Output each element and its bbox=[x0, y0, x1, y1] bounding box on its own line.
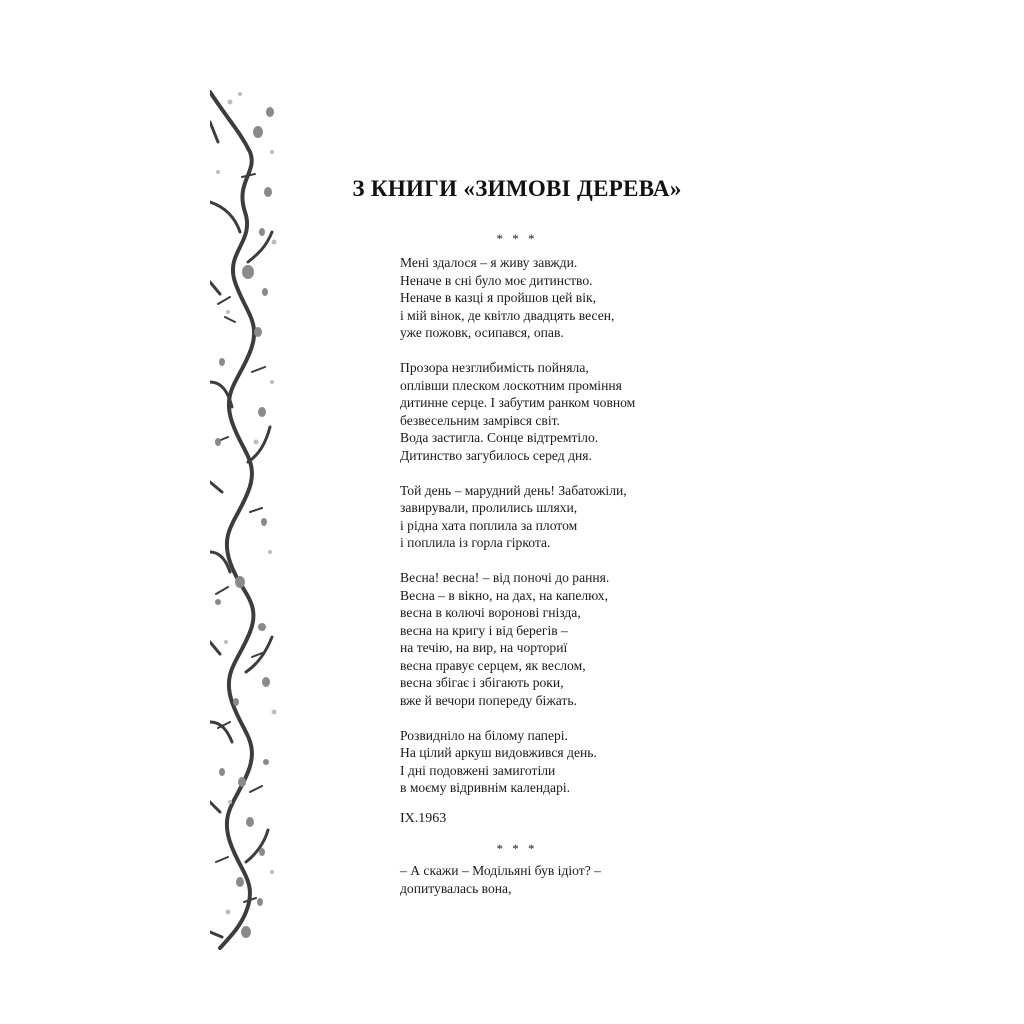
stars-separator: * * * bbox=[496, 841, 538, 856]
poem-line: весна правує серцем, як веслом, bbox=[400, 657, 586, 673]
poem-line: Неначе в казці я пройшов цей вік, bbox=[400, 290, 597, 305]
poem-line: допитувалась вона, bbox=[400, 880, 512, 896]
poem-date: IX.1963 bbox=[400, 811, 447, 826]
poem-line: На цілий аркуш видовжився день. bbox=[400, 745, 597, 760]
stanza bbox=[400, 482, 740, 552]
poem-line: уже пожовк, осипався, опав. bbox=[400, 325, 564, 340]
poem-line: і мій вінок, де квітло двадцять весен, bbox=[400, 307, 615, 323]
poem-second bbox=[400, 862, 740, 897]
poem-line: вже й вечори попереду біжать. bbox=[400, 692, 577, 708]
poem-line: весна в колючі воронові гнізда, bbox=[400, 605, 581, 620]
poem-line: безвесельним замрівся світ. bbox=[400, 412, 560, 428]
poem-first bbox=[400, 254, 740, 814]
poem-line: Розвидніло на білому папері. bbox=[400, 727, 568, 743]
poem-line: весна збігає і збігають роки, bbox=[400, 675, 564, 690]
poem-line: Неначе в сні було моє дитинство. bbox=[400, 272, 593, 288]
page-title: З КНИГИ «ЗИМОВІ ДЕРЕВА» bbox=[352, 176, 682, 201]
stanza bbox=[400, 569, 740, 709]
poem-line: І дні подовжені замиготіли bbox=[400, 762, 556, 778]
stanza bbox=[400, 254, 740, 342]
poem-line: дитинне серце. І забутим ранком човном bbox=[400, 395, 636, 410]
stars-separator: * * * bbox=[496, 231, 538, 246]
poem-line: Той день – марудний день! Забатожіли, bbox=[400, 482, 627, 498]
thorny-branch-ornament bbox=[210, 82, 280, 950]
poem-line: весна на кригу і від берегів – bbox=[400, 622, 568, 638]
stanza bbox=[400, 359, 740, 464]
poem-line: – А скажи – Модільяні був ідіот? – bbox=[400, 863, 601, 878]
poem-line: і поплила із горла гіркота. bbox=[400, 535, 551, 550]
poem-line: Весна! весна! – від поночі до рання. bbox=[400, 570, 610, 585]
poem-line: в моєму відривнім календарі. bbox=[400, 780, 571, 795]
poem-line: на течію, на вир, на чорториї bbox=[400, 640, 568, 655]
poem-line: Мені здалося – я живу завжди. bbox=[400, 255, 578, 270]
poem-line: Весна – в вікно, на дах, на капелюх, bbox=[400, 587, 608, 603]
poem-line: Прозора незглибимість пойняла, bbox=[400, 360, 589, 375]
poem-line: і рідна хата поплила за плотом bbox=[400, 517, 578, 533]
stanza bbox=[400, 727, 740, 797]
poem-line: Вода застигла. Сонце відтремтіло. bbox=[400, 430, 599, 445]
poem-line: оплівши плеском лоскотним проміння bbox=[400, 377, 622, 393]
poem-line: Дитинство загубилось серед дня. bbox=[400, 447, 592, 463]
poem-line: завирували, пролились шляхи, bbox=[400, 500, 578, 515]
